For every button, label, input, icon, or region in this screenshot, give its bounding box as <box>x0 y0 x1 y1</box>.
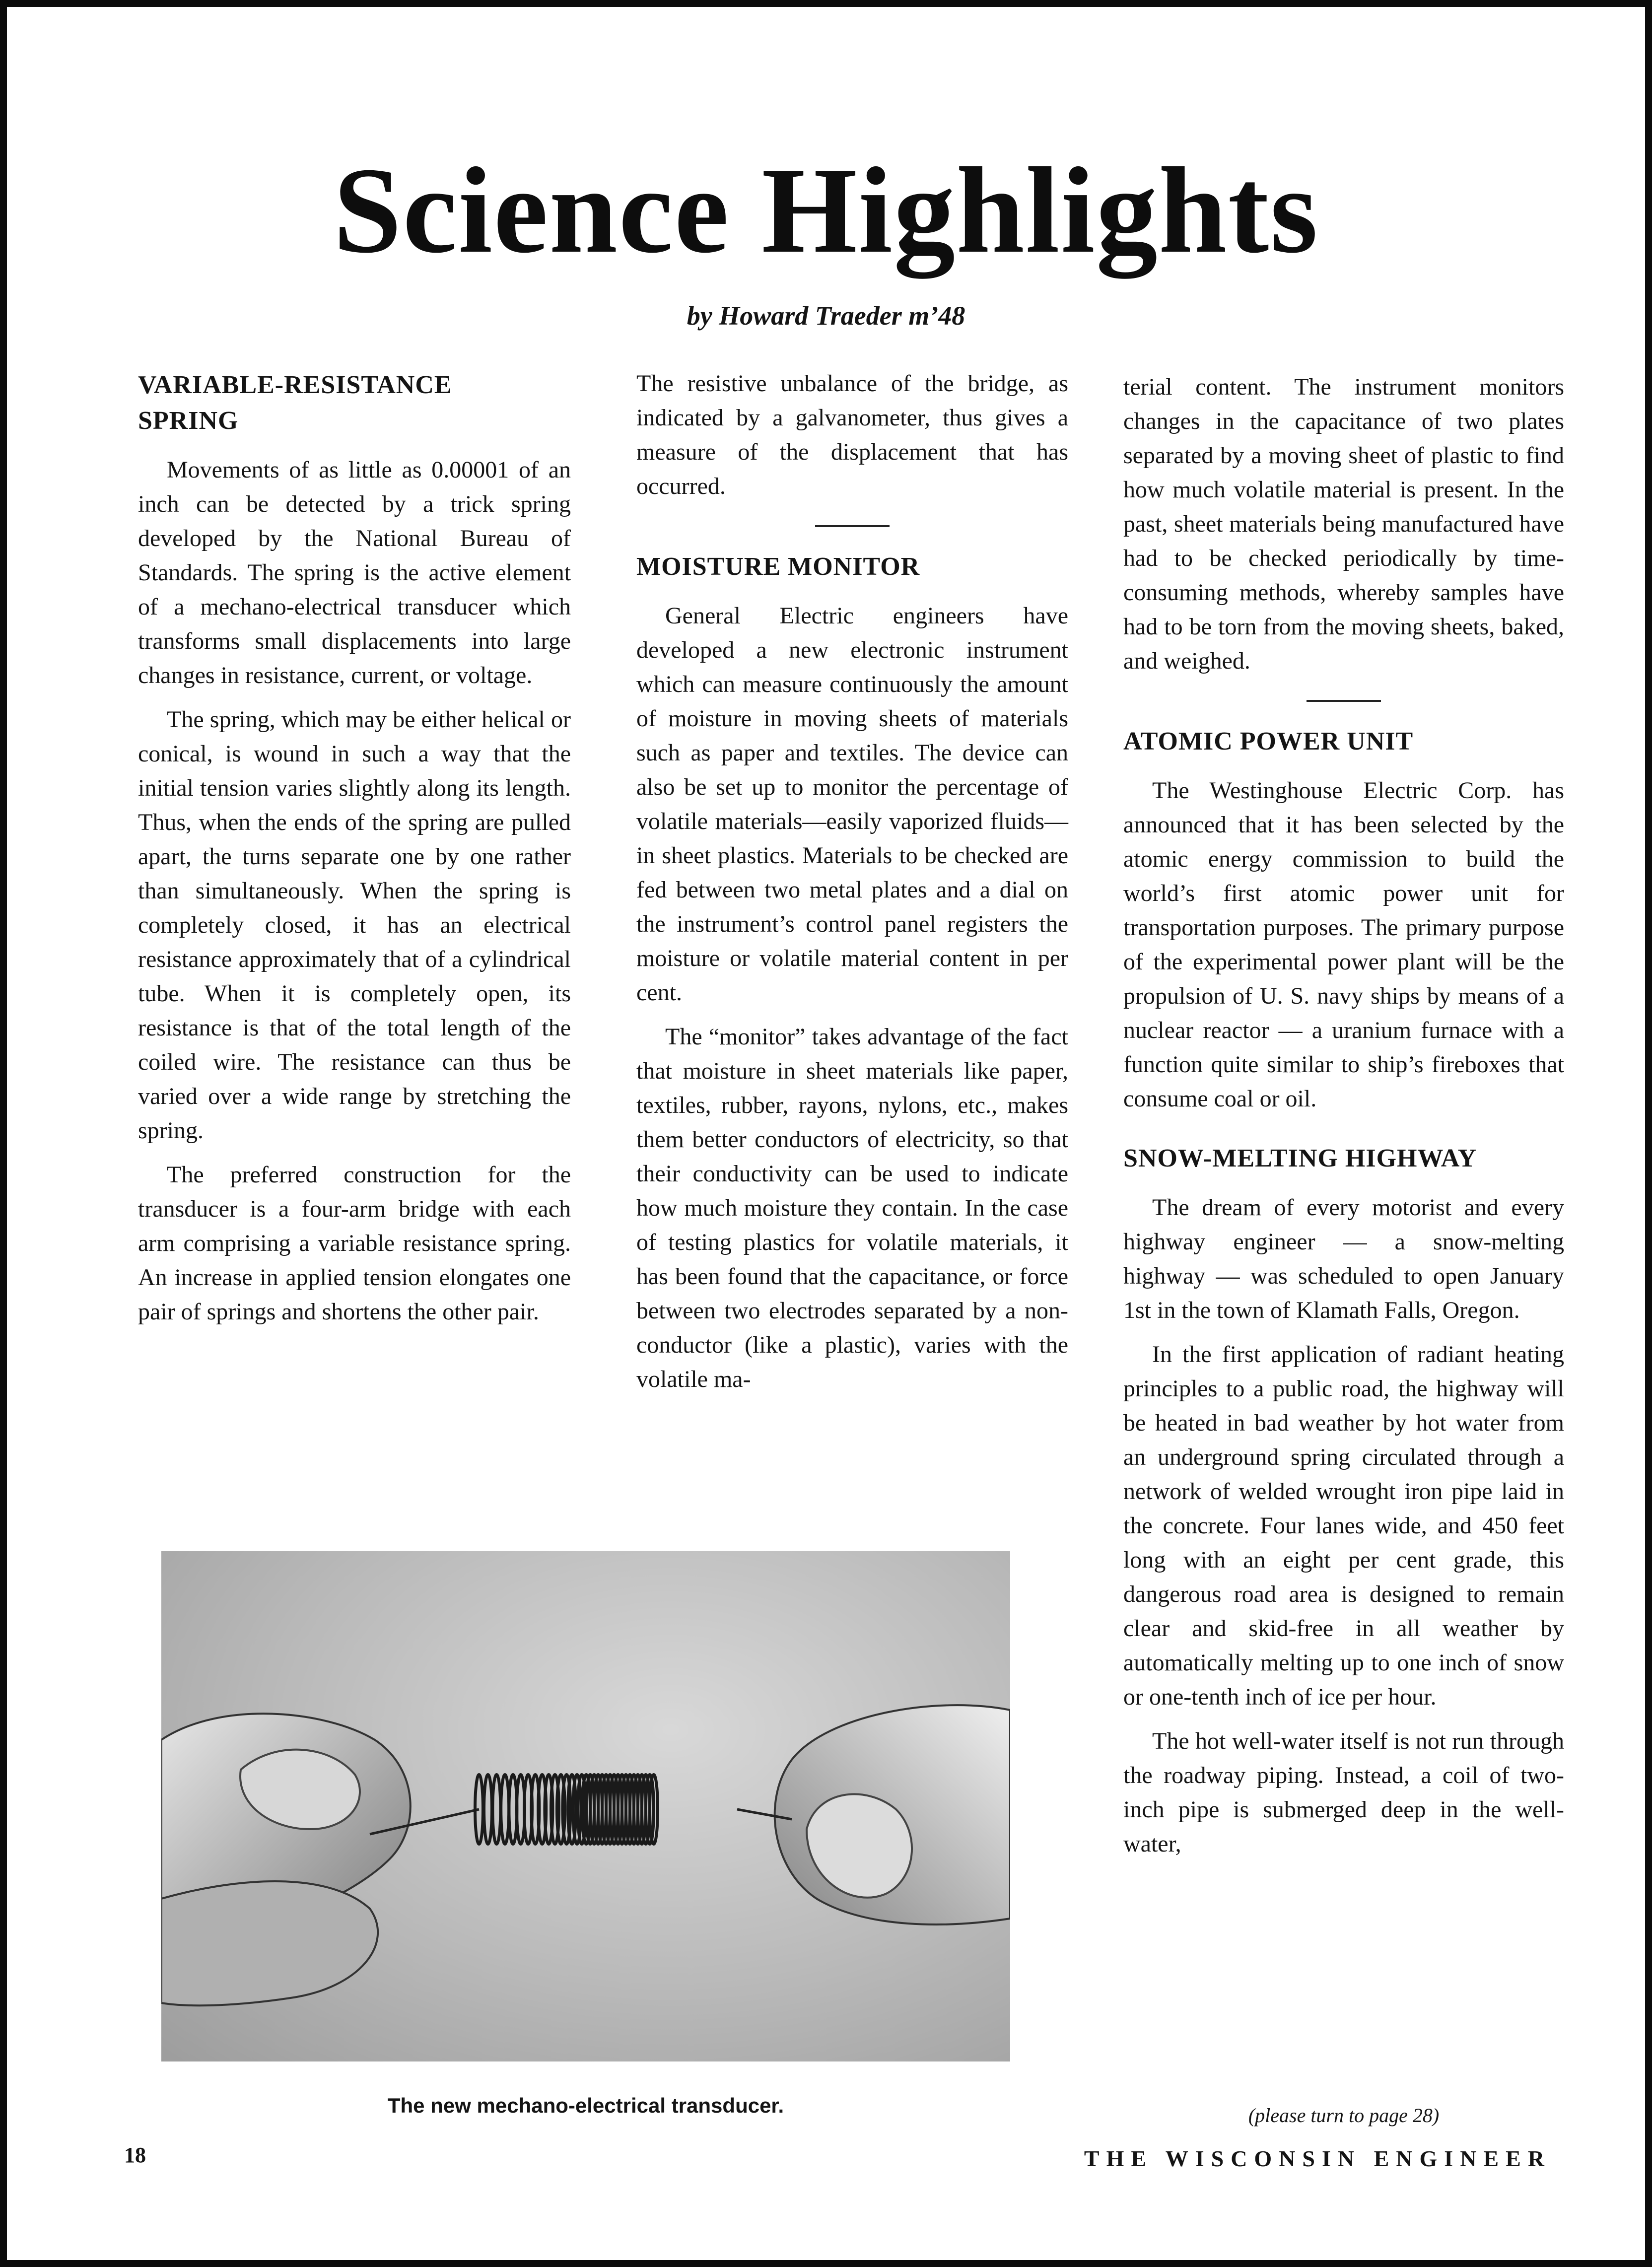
paragraph: The dream of every motorist and every highway engineer — a snow-melting highway — was scheduled to open January 1st in the town of Klamath Falls, Oregon. <box>1123 1194 1564 1323</box>
column-1 <box>138 367 571 1339</box>
paragraph: General Electric engineers have developed a new electronic instrument which can measure continuously the amount of moisture in moving sheets of materials such as paper and textiles. The device can also be set up to monitor the percentage of volatile materials—easily vaporized fluids—in sheet plastics. Materials to be checked are fed between two metal plates and a dial on the instrument’s control panel registers the moisture or volatile material content in per cent. <box>636 603 1068 1006</box>
paragraph: The spring, which may be either helical or conical, is wound in such a way that the initial tension varies slightly along its length. Thus, when the ends of the spring are pulled apart, the turns separate one by one rather than simultaneously. When the spring is completely closed, it has an electrical resistance approximately that of a cylindrical tube. When it is completely open, its resistance is that of the total length of the coiled wire. The resistance can thus be varied over a wide range by stretching the spring. <box>138 706 571 1144</box>
section-divider <box>815 525 890 527</box>
continued-note: (please turn to page 28) <box>1248 2104 1440 2127</box>
spring-illustration <box>161 1551 1010 2061</box>
paragraph: The preferred construction for the transducer is a four-arm bridge with each arm comprising a variable resistance spring. An increase in applied tension elongates one pair of springs and shortens the other pair. <box>138 1162 571 1325</box>
paragraph: The Westinghouse Electric Corp. has announced that it has been selected by the atomic energy commission to build the world’s first atomic power unit for transportation purposes. The primary purpose of the experimental power plant will be the propulsion of U. S. navy ships by means of a nuclear reactor — a uranium furnace with a function quite similar to ship’s fireboxes that consume coal or oil. <box>1123 777 1564 1112</box>
section-heading-atomic-power-unit: ATOMIC POWER UNIT <box>1123 727 1414 756</box>
section-divider <box>1307 700 1381 702</box>
byline: by Howard Traeder m’48 <box>687 301 965 331</box>
magazine-title: THE WISCONSIN ENGINEER <box>1084 2146 1551 2171</box>
section-heading-variable-resistance-spring: VARIABLE-RESISTANCE SPRING <box>138 371 452 435</box>
paragraph: The “monitor” takes advantage of the fact that moisture in sheet materials like paper, textiles, rubber, rayons, nylons, etc., makes them better conductors of electricity, so that their conductivity can be used to indicate how much moisture they contain. In the case of testing plastics for volatile materials, it has been found that the capacitance, or force between two electrodes separated by a non-conductor (like a plastic), varies with the volatile ma- <box>636 1024 1068 1392</box>
page-number: 18 <box>124 2143 146 2167</box>
section-heading-snow-melting-highway: SNOW-MELTING HIGHWAY <box>1123 1144 1477 1172</box>
spring-coil <box>484 1775 492 1844</box>
page-title: Science Highlights <box>333 142 1319 278</box>
coiled-spring <box>475 1775 658 1844</box>
paragraph: The hot well-water itself is not run through the roadway piping. Instead, a coil of two-inch pipe is submerged deep in the well-water, <box>1123 1728 1564 1857</box>
photo-caption: The new mechano-electrical transducer. <box>387 2094 784 2117</box>
column-2 <box>636 366 1068 1406</box>
column-3 <box>1123 370 1564 1871</box>
section-heading-moisture-monitor: MOISTURE MONITOR <box>636 552 920 581</box>
transducer-photo <box>161 1551 1010 2061</box>
spring-coil <box>492 1775 500 1844</box>
paragraph: terial content. The instrument monitors changes in the capacitance of two plates separated by a moving sheet of plastic to find how much volatile material is present. In the past, sheet materials being manufactured have had to be checked periodically by time-consuming methods, whereby samples have had to be torn from the moving sheets, baked, and weighed. <box>1123 374 1564 674</box>
paragraph: Movements of as little as 0.00001 of an inch can be detected by a trick spring developed by the National Bureau of Standards. The spring is the active element of a mechano-electrical transducer which transforms small displacements into large changes in resistance, current, or voltage. <box>138 457 571 688</box>
paragraph: The resistive unbalance of the bridge, as indicated by a galvanometer, thus gives a measure of the displacement that has occurred. <box>636 370 1068 499</box>
left-finger-lower <box>161 1881 378 2005</box>
paragraph: In the first application of radiant heating principles to a public road, the highway will be heated in bad weather by hot water from an underground spring circulated through a network of welded wrought iron pipe laid in the concrete. Four lanes wide, and 450 feet long with an eight per cent grade, this dangerous road area is designed to remain clear and skid-free in all weather by automatically melting up to one inch of snow or one-tenth inch of ice per hour. <box>1123 1341 1564 1710</box>
